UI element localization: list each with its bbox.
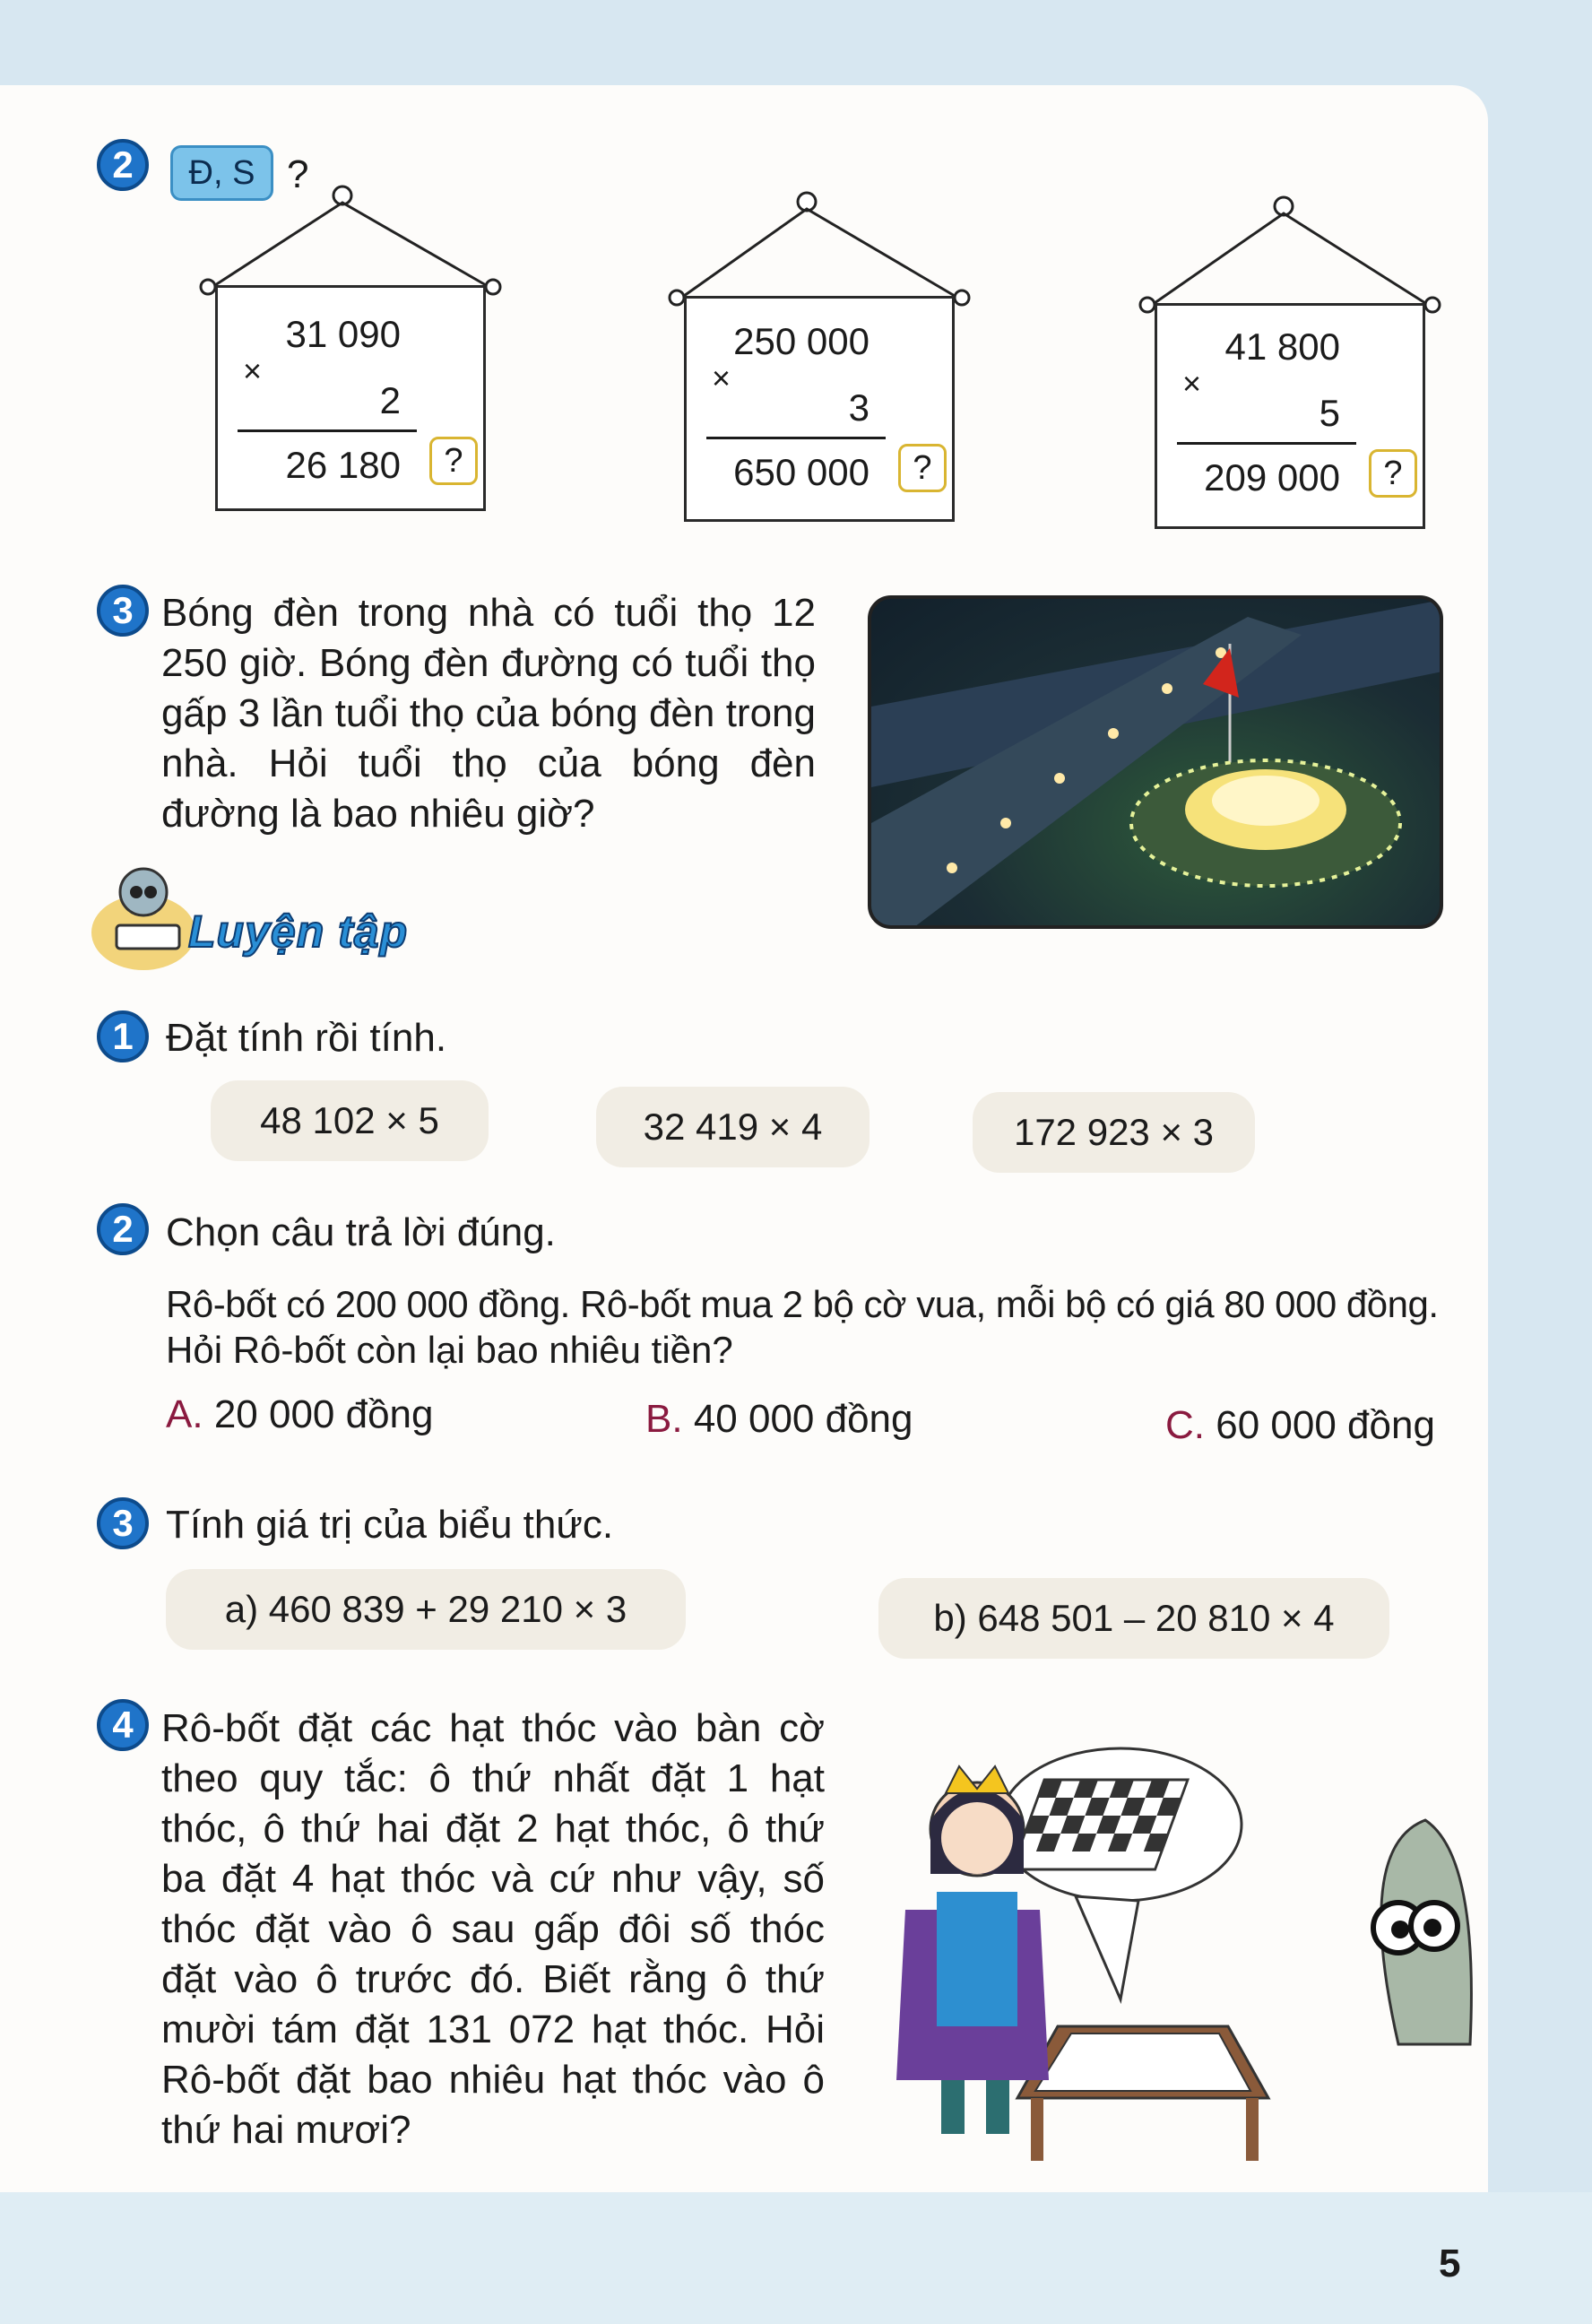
result: 209 000 [1204, 456, 1340, 499]
times-sign: × [243, 352, 263, 389]
option-letter: A. [166, 1392, 203, 1436]
section-title: Luyện tập [188, 906, 409, 957]
result: 26 180 [285, 444, 401, 486]
practice-number-badge: 4 [97, 1699, 149, 1751]
math-board [215, 285, 486, 511]
factor: 250 000 [733, 320, 870, 362]
multiplier: 5 [1319, 392, 1340, 434]
result: 650 000 [733, 451, 870, 493]
practice-number-badge: 3 [97, 1497, 149, 1549]
option-a[interactable] [166, 1390, 434, 1440]
princess-robot-chess-illustration [852, 1721, 1479, 2170]
answer-box[interactable]: ? [898, 444, 947, 492]
word-problem-text: Rô-bốt đặt các hạt thóc vào bàn cờ theo quy tắc: ô thứ nhất đặt 1 hạt thóc, ô thứ hai đặt 2 hạt thóc, ô thứ ba đặt 4 hạt thóc và cứ như vậy, số thóc đặt vào ô sau gấp đôi số thóc đặt vào ô trước đó. Biết rằng ô thứ mười tám đặt 131 072 hạt thóc. Hỏi Rô-bốt đặt bao nhiêu hạt thóc vào ô thứ hai mươi? [161, 1706, 825, 2152]
question-text: Hỏi Rô-bốt còn lại bao nhiêu tiền? [166, 1329, 733, 1371]
option-letter: C. [1165, 1403, 1205, 1447]
answer-box[interactable]: ? [429, 437, 478, 485]
practice-number-badge: 1 [97, 1010, 149, 1062]
calc-item: 48 102 × 5 [211, 1080, 489, 1161]
result-line [238, 429, 417, 432]
multiplier: 2 [379, 379, 401, 421]
exercise-number-badge: 3 [97, 585, 149, 637]
option-b[interactable] [645, 1394, 913, 1444]
illuminated-monument-illustration [871, 599, 1443, 929]
word-problem-text: Bóng đèn trong nhà có tuổi thọ 12 250 giờ. Bóng đèn đường có tuổi thọ gấp 3 lần tuổi thọ của bóng đèn trong nhà. Hỏi tuổi thọ của bóng đèn đường là bao nhiêu giờ? [161, 591, 816, 836]
option-c[interactable] [1165, 1400, 1435, 1451]
factor: 31 090 [285, 313, 401, 355]
calc-item: 32 419 × 4 [596, 1087, 870, 1167]
factor: 41 800 [1224, 325, 1340, 368]
result-line [706, 437, 886, 439]
instruction-text: Đặt tính rồi tính. [166, 1016, 447, 1060]
question-text: Rô-bốt có 200 000 đồng. Rô-bốt mua 2 bộ cờ vua, mỗi bộ có giá 80 000 đồng. [166, 1283, 1439, 1325]
section-header [90, 843, 430, 977]
option-text: 20 000 đồng [213, 1392, 434, 1436]
math-board [1155, 303, 1425, 529]
exercise-question-mark: ? [287, 152, 309, 196]
night-bridge-photo [868, 595, 1443, 929]
times-sign: × [1182, 365, 1202, 402]
expression-item: b) 648 501 – 20 810 × 4 [878, 1578, 1389, 1659]
result-line [1177, 442, 1356, 445]
exercise-number-badge: 2 [97, 139, 149, 191]
option-text: 40 000 đồng [693, 1397, 913, 1441]
multiplier: 3 [848, 386, 870, 429]
practice-number-badge: 2 [97, 1203, 149, 1255]
option-letter: B. [645, 1397, 683, 1441]
calc-item: 172 923 × 3 [973, 1092, 1255, 1173]
times-sign: × [712, 360, 731, 396]
page-footer-band [0, 2192, 1592, 2324]
instruction-text: Chọn câu trả lời đúng. [166, 1210, 556, 1254]
answer-box[interactable]: ? [1369, 449, 1417, 498]
option-text: 60 000 đồng [1216, 1403, 1435, 1447]
instruction-text: Tính giá trị của biểu thức. [166, 1503, 614, 1547]
math-board [684, 296, 955, 522]
expression-item: a) 460 839 + 29 210 × 3 [166, 1569, 686, 1650]
robot-reading-icon [90, 843, 197, 977]
true-false-tag: Đ, S [170, 145, 273, 201]
page-number: 5 [1439, 2242, 1461, 2285]
